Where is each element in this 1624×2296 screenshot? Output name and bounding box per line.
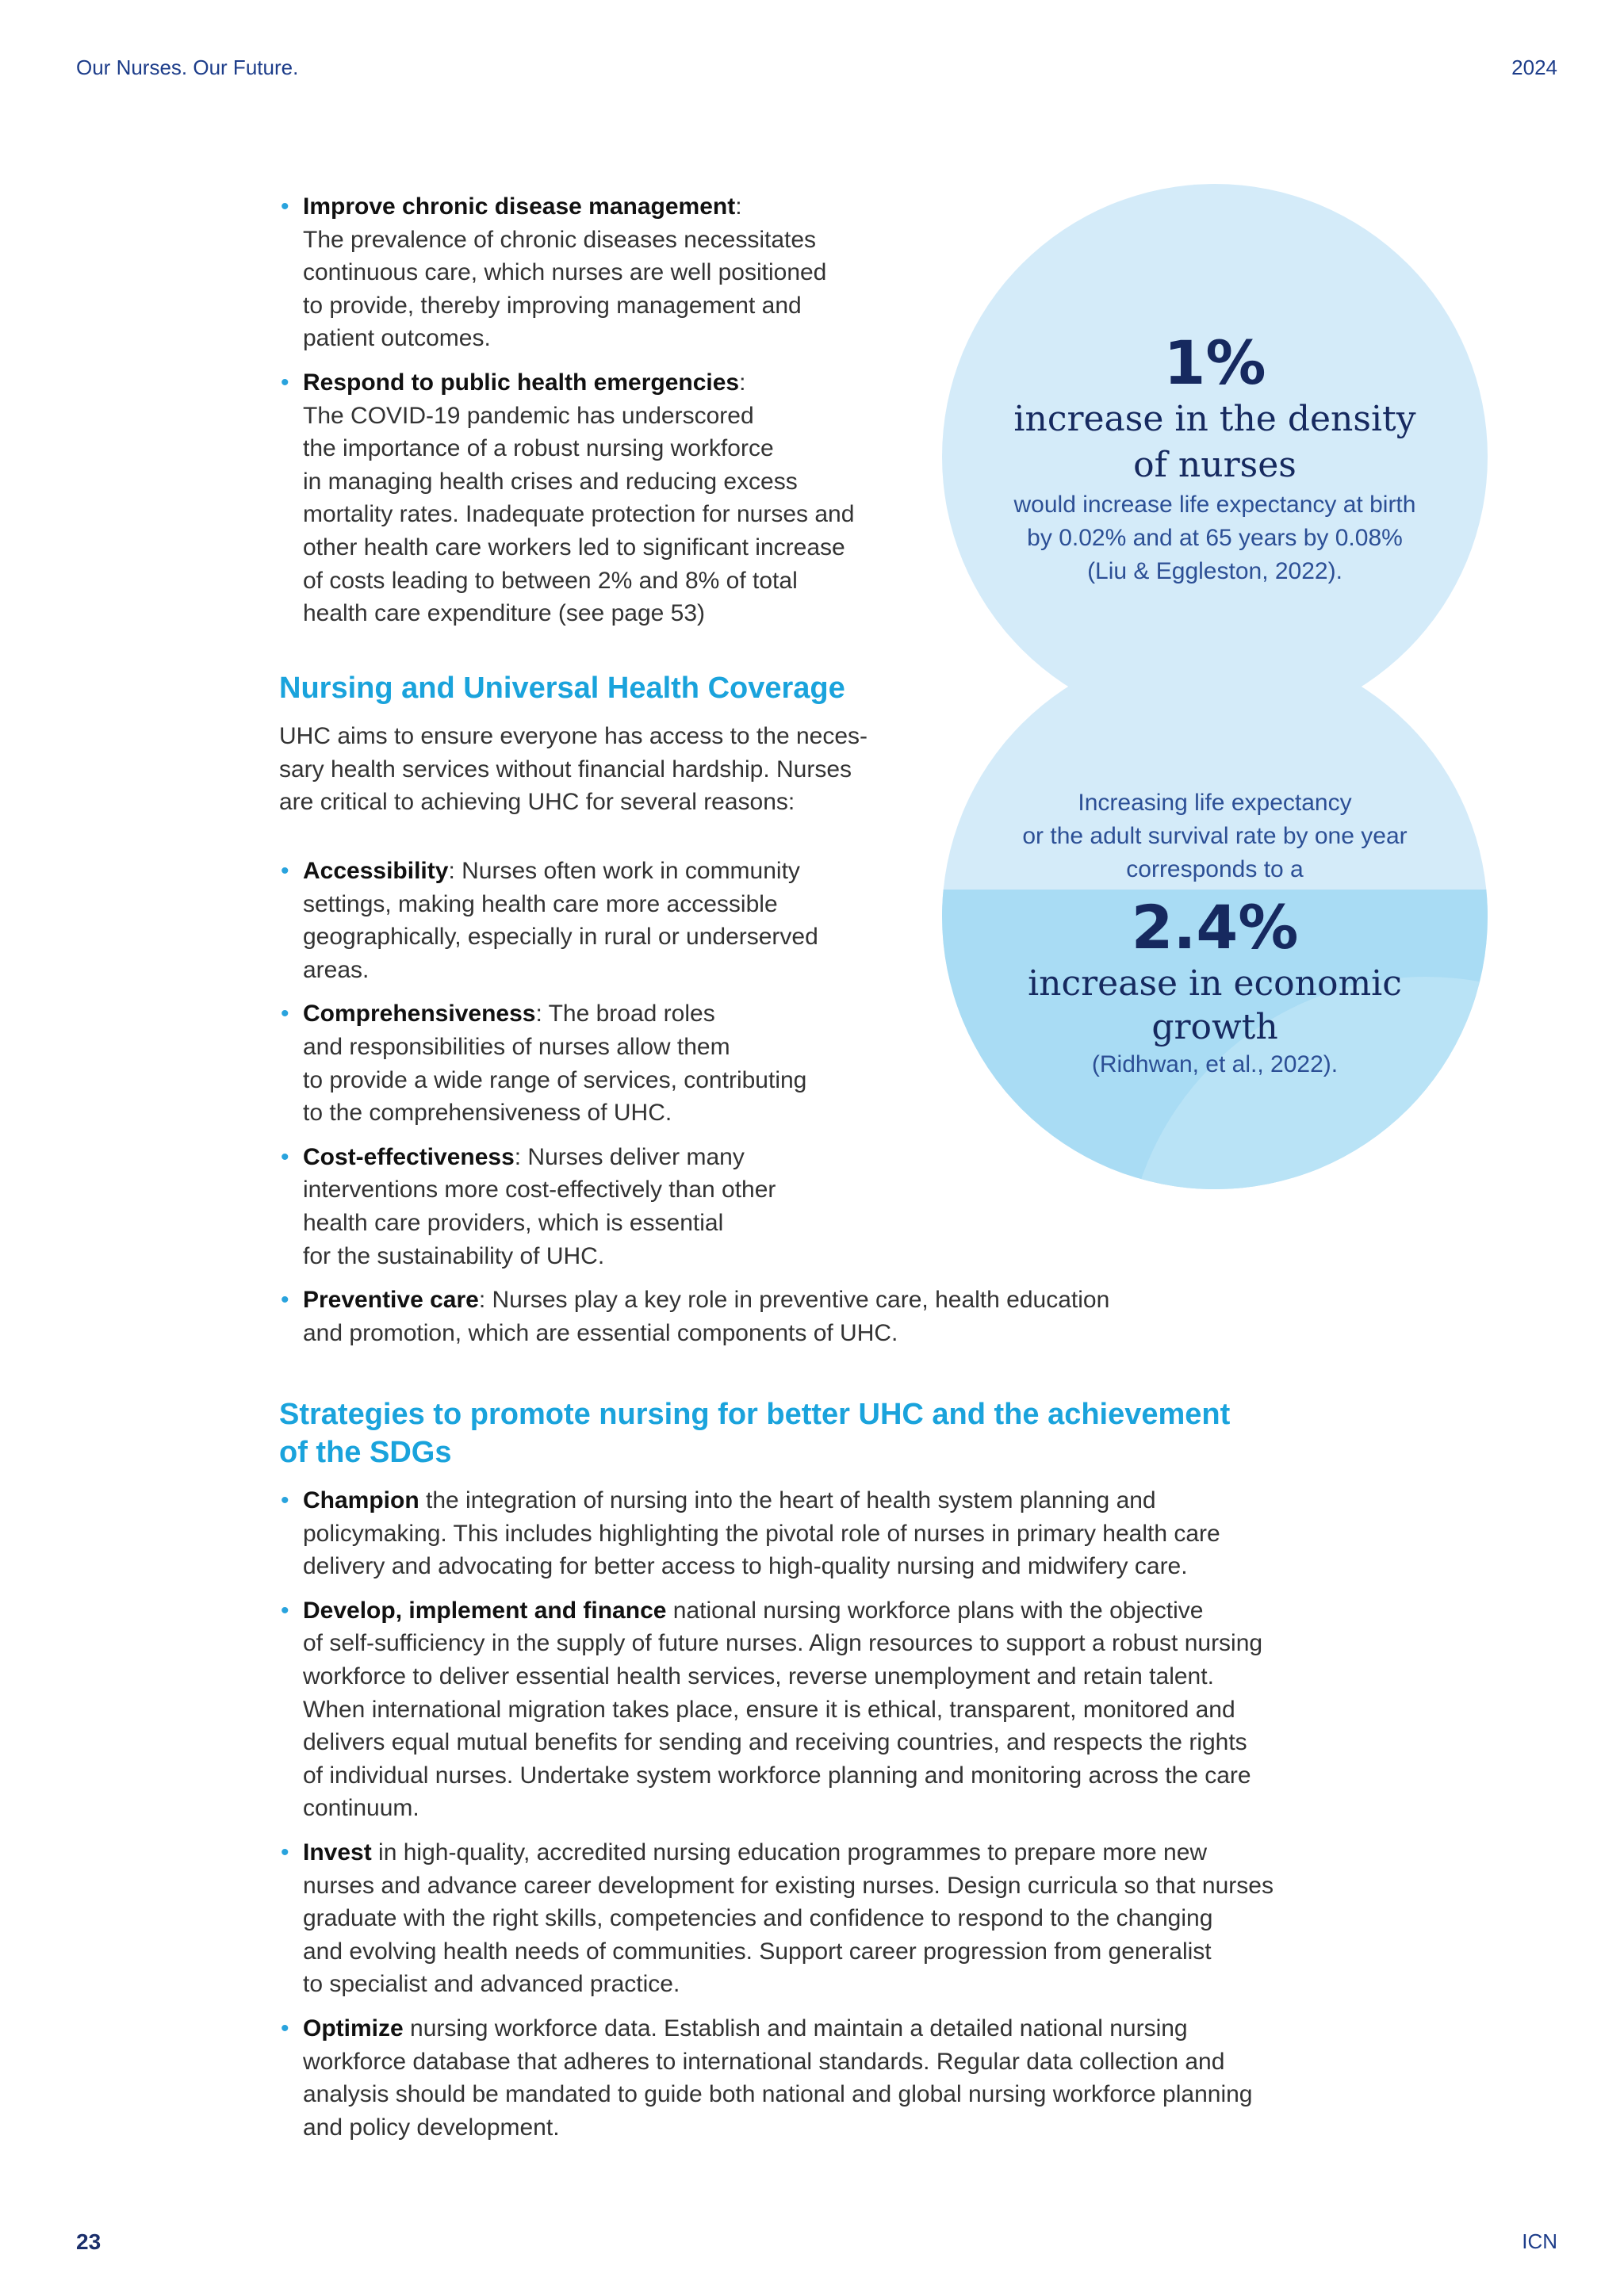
bullet-first: in high-quality, accredited nursing education programmes to prepare more new — [371, 1839, 1208, 1866]
list-item — [279, 997, 1389, 1129]
bullet-line: and policy development. — [303, 2114, 560, 2141]
list-item — [279, 2012, 1389, 2144]
bullet-line: continuous care, which nurses are well positioned — [303, 259, 827, 286]
header-title: Our Nurses. Our Future. — [76, 55, 299, 79]
header-year: 2024 — [1511, 55, 1557, 79]
bullet-icon: • — [281, 1287, 289, 1314]
bullet-line: analysis should be mandated to guide both national and global nursing workforce planning — [303, 2081, 1253, 2108]
bullet-first: : The broad roles — [535, 1001, 715, 1027]
uhc-bullet-list — [279, 855, 1389, 1349]
paragraph-line: UHC aims to ensure everyone has access to the neces- — [279, 723, 868, 749]
bullet-first: the integration of nursing into the heart of health system planning and — [419, 1487, 1156, 1513]
bullet-line: and evolving health needs of communities. Support career progression from generalist — [303, 1938, 1212, 1965]
bullet-term: Accessibility — [303, 858, 449, 884]
bullet-line: mortality rates. Inadequate protection for nurses and — [303, 501, 855, 528]
stat-number: 1% — [1163, 327, 1266, 398]
bullet-line: to provide a wide range of services, contributing — [303, 1066, 807, 1093]
bullet-icon: • — [281, 1597, 289, 1624]
list-item — [279, 855, 1389, 986]
paragraph-line: sary health services without financial hardship. Nurses — [279, 756, 852, 783]
bullet-first: : Nurses play a key role in preventive care, health education — [478, 1287, 1110, 1314]
footer-org: ICN — [1522, 2229, 1557, 2253]
bullet-term: Preventive care — [303, 1287, 479, 1314]
paragraph-line: are critical to achieving UHC for several reasons: — [279, 789, 795, 816]
bullet-term: Optimize — [303, 2015, 404, 2042]
bullet-icon: • — [281, 1487, 289, 1513]
list-item — [279, 1836, 1389, 2001]
bullet-term: Respond to public health emergencies — [303, 369, 740, 396]
list-item — [279, 1284, 1389, 1349]
bullet-first: : Nurses often work in community — [448, 858, 800, 884]
bullet-first: national nursing workforce plans with the objective — [666, 1597, 1204, 1624]
stat-intro-line: Increasing life expectancy — [1078, 790, 1352, 816]
bullet-icon: • — [281, 369, 289, 396]
bullet-line: health care providers, which is essential — [303, 1209, 724, 1236]
list-item — [279, 190, 929, 355]
bullet-line: of individual nurses. Undertake system workforce planning and monitoring across the care — [303, 1762, 1251, 1789]
section-heading-uhc: Nursing and Universal Health Coverage — [279, 672, 845, 705]
stat-body-line: (Liu & Eggleston, 2022). — [1087, 557, 1342, 584]
bullet-line: to specialist and advanced practice. — [303, 1971, 680, 1998]
stat-headline-line: growth — [1151, 1006, 1278, 1047]
bullet-term: Cost-effectiveness — [303, 1143, 515, 1170]
bullet-line: graduate with the right skills, competencies and confidence to respond to the changing — [303, 1905, 1213, 1932]
stat-body-line: would increase life expectancy at birth — [1013, 491, 1416, 518]
bullet-line: When international migration takes place, ensure it is ethical, transparent, monitored and — [303, 1696, 1235, 1723]
bullet-line: and promotion, which are essential components of UHC. — [303, 1319, 898, 1346]
bullet-line: geographically, especially in rural or underserved — [303, 924, 818, 951]
bullet-line: other health care workers led to significant increase — [303, 534, 845, 561]
bullet-line: workforce to deliver essential health services, reverse unemployment and retain talent. — [303, 1663, 1214, 1689]
bullet-line: delivers equal mutual benefits for sending and receiving countries, and respects the rights — [303, 1729, 1247, 1756]
bullet-term: Develop, implement and finance — [303, 1597, 667, 1624]
stat-headline-line: of nurses — [1133, 444, 1297, 485]
bullet-line: patient outcomes. — [303, 325, 491, 352]
stat-number: 2.4% — [1131, 892, 1299, 962]
bullet-term: Comprehensiveness — [303, 1001, 536, 1027]
bullet-icon: • — [281, 1839, 289, 1866]
bullet-line: delivery and advocating for better access to high-quality nursing and midwifery care. — [303, 1553, 1188, 1580]
page-number: 23 — [76, 2229, 102, 2254]
bullet-line: to provide, thereby improving management and — [303, 292, 802, 319]
uhc-intro — [279, 720, 929, 819]
stat-body-line: (Ridhwan, et al., 2022). — [1091, 1050, 1339, 1077]
bullet-first: nursing workforce data. Establish and maintain a detailed national nursing — [403, 2015, 1188, 2042]
bullet-line: in managing health crises and reducing excess — [303, 468, 798, 495]
bullet-line: The prevalence of chronic diseases necessitates — [303, 226, 817, 253]
bullet-term: Improve chronic disease management — [303, 193, 736, 220]
strategies-bullet-list — [279, 1484, 1389, 2144]
bullet-line: of costs leading to between 2% and 8% of total — [303, 567, 798, 594]
bullet-line: nurses and advance career development for existing nurses. Design curricula so that nurses — [303, 1872, 1274, 1899]
bullet-line: health care expenditure (see page 53) — [303, 600, 706, 627]
stat-body-line: by 0.02% and at 65 years by 0.08% — [1027, 524, 1403, 551]
bullet-line: and responsibilities of nurses allow them — [303, 1033, 730, 1060]
stat-intro-line: or the adult survival rate by one year — [1022, 823, 1408, 849]
bullet-icon: • — [281, 1001, 289, 1027]
bullet-line: The COVID-19 pandemic has underscored — [303, 402, 754, 429]
list-item — [279, 1594, 1389, 1825]
bullet-line: workforce database that adheres to international standards. Regular data collection and — [303, 2048, 1225, 2075]
top-bullet-list — [279, 190, 929, 630]
bullet-icon: • — [281, 858, 289, 884]
bullet-line: to the comprehensiveness of UHC. — [303, 1100, 672, 1127]
stat-headline-line: increase in the density — [1013, 398, 1416, 439]
bullet-term: Champion — [303, 1487, 419, 1513]
bullet-line: policymaking. This includes highlighting the pivotal role of nurses in primary health care — [303, 1520, 1220, 1547]
bullet-line: continuum. — [303, 1795, 419, 1822]
bullet-term: Invest — [303, 1839, 372, 1866]
bullet-sep: : — [735, 193, 742, 220]
list-item — [279, 1484, 1389, 1583]
bullet-sep: : — [739, 369, 746, 396]
list-item — [279, 1141, 1389, 1272]
bullet-line: of self-sufficiency in the supply of future nurses. Align resources to support a robust nursing — [303, 1630, 1263, 1657]
bullet-icon: • — [281, 2015, 289, 2042]
stat-nurse-density — [974, 327, 1456, 588]
bullet-first: : Nurses deliver many — [514, 1143, 745, 1170]
stat-intro-line: corresponds to a — [1126, 856, 1304, 882]
heading-line: Strategies to promote nursing for better UHC and the achievement — [279, 1398, 1231, 1431]
bullet-icon: • — [281, 193, 289, 220]
stat-headline-line: increase in economic — [1028, 962, 1402, 1004]
bullet-line: the importance of a robust nursing workforce — [303, 435, 774, 462]
heading-line: of the SDGs — [279, 1436, 452, 1469]
section-heading-strategies — [279, 1395, 1230, 1471]
bullet-icon: • — [281, 1143, 289, 1170]
bullet-line: for the sustainability of UHC. — [303, 1242, 605, 1269]
list-item — [279, 366, 929, 630]
bullet-line: interventions more cost-effectively than other — [303, 1177, 776, 1203]
bullet-line: areas. — [303, 956, 370, 983]
bullet-line: settings, making health care more accessible — [303, 890, 778, 917]
